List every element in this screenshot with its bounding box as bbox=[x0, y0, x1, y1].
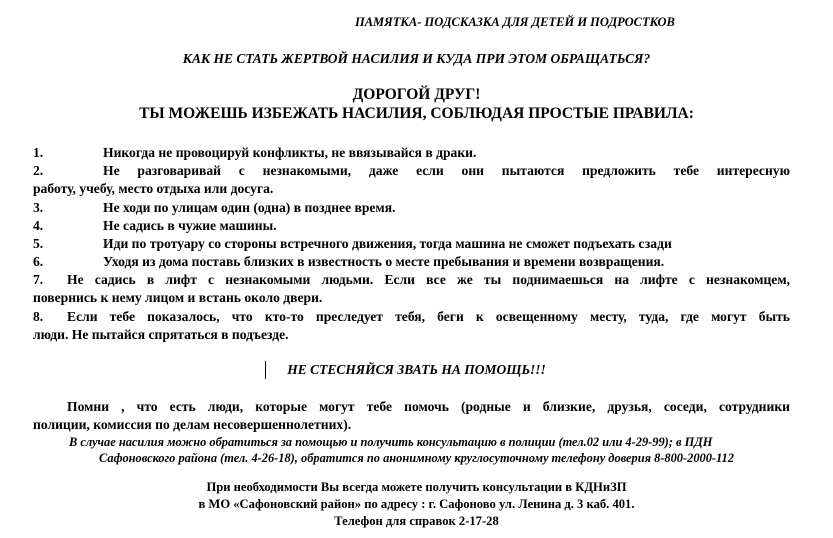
phone-line: Телефон для справок 2-17-28 bbox=[334, 514, 499, 528]
remember-text: Помни , что есть люди, которые могут тебе помочь (родные и близкие, друзья, соседи, сотрудники bbox=[67, 399, 790, 414]
remember-text-continued: полиции, комиссия по делам несовершеннолетних). bbox=[33, 417, 352, 432]
rule-text-continued: повернись к нему лицом и встань около двери. bbox=[33, 290, 323, 305]
rule-text: Никогда не провоцируй конфликты, не ввязывайся в драки. bbox=[103, 145, 477, 160]
memo-note: ПАМЯТКА- ПОДСКАЗКА ДЛЯ ДЕТЕЙ И ПОДРОСТКОВ bbox=[355, 15, 675, 29]
rule-text-continued: люди. Не пытайся спрятаться в подъезде. bbox=[33, 327, 289, 342]
rule-number: 7. bbox=[33, 272, 44, 287]
rule-number: 6. bbox=[33, 254, 44, 269]
greeting-line-2: ТЫ МОЖЕШЬ ИЗБЕЖАТЬ НАСИЛИЯ, СОБЛЮДАЯ ПРОСТЫЕ ПРАВИЛА: bbox=[139, 105, 694, 122]
rule-text: Уходя из дома поставь близких в известность о месте пребывания и времени возвращения. bbox=[103, 254, 665, 269]
rule-text: Не ходи по улицам один (одна) в позднее время. bbox=[103, 200, 396, 215]
rule-text: Не садись в лифт с незнакомыми людьми. Если все же ты поднимаешься на лифте с незнакомцем, bbox=[67, 272, 790, 287]
rule-number: 2. bbox=[33, 163, 44, 178]
hotline-note: Сафоновского района (тел. 4-26-18), обратится по анонимному круглосуточному телефону доверия 8-800-2000-112 bbox=[99, 451, 734, 465]
address-line: в МО «Сафоновский район» по адресу : г. Сафоново ул. Ленина д. 3 каб. 401. bbox=[198, 497, 635, 511]
page-title: КАК НЕ СТАТЬ ЖЕРТВОЙ НАСИЛИЯ И КУДА ПРИ ЭТОМ ОБРАЩАТЬСЯ? bbox=[182, 51, 651, 66]
police-contact-note: В случае насилия можно обратиться за помощью и получить консультацию в полиции (тел.02 или 4-29-99); в ПДН bbox=[69, 435, 713, 449]
rule-number: 8. bbox=[33, 309, 44, 324]
rule-text: Если тебе показалось, что кто-то преследует тебя, беги к освещенному месту, туда, где могут быть bbox=[67, 309, 790, 324]
rule-text: Не разговаривай с незнакомыми, даже если они пытаются предложить тебе интересную bbox=[103, 163, 790, 178]
rule-text: Не садись в чужие машины. bbox=[103, 218, 277, 233]
greeting-line-1: ДОРОГОЙ ДРУГ! bbox=[352, 86, 481, 103]
help-heading: НЕ СТЕСНЯЙСЯ ЗВАТЬ НА ПОМОЩЬ!!! bbox=[287, 362, 546, 377]
rule-text: Иди по тротуару со стороны встречного движения, тогда машина не сможет подъехать сзади bbox=[103, 236, 672, 251]
consultation-line: При необходимости Вы всегда можете получить консультации в КДНиЗП bbox=[206, 480, 627, 494]
rule-number: 3. bbox=[33, 200, 44, 215]
rule-number: 5. bbox=[33, 236, 44, 251]
rule-number: 4. bbox=[33, 218, 44, 233]
rule-number: 1. bbox=[33, 145, 44, 160]
rule-text-continued: работу, учебу, место отдыха или досуга. bbox=[33, 181, 274, 196]
